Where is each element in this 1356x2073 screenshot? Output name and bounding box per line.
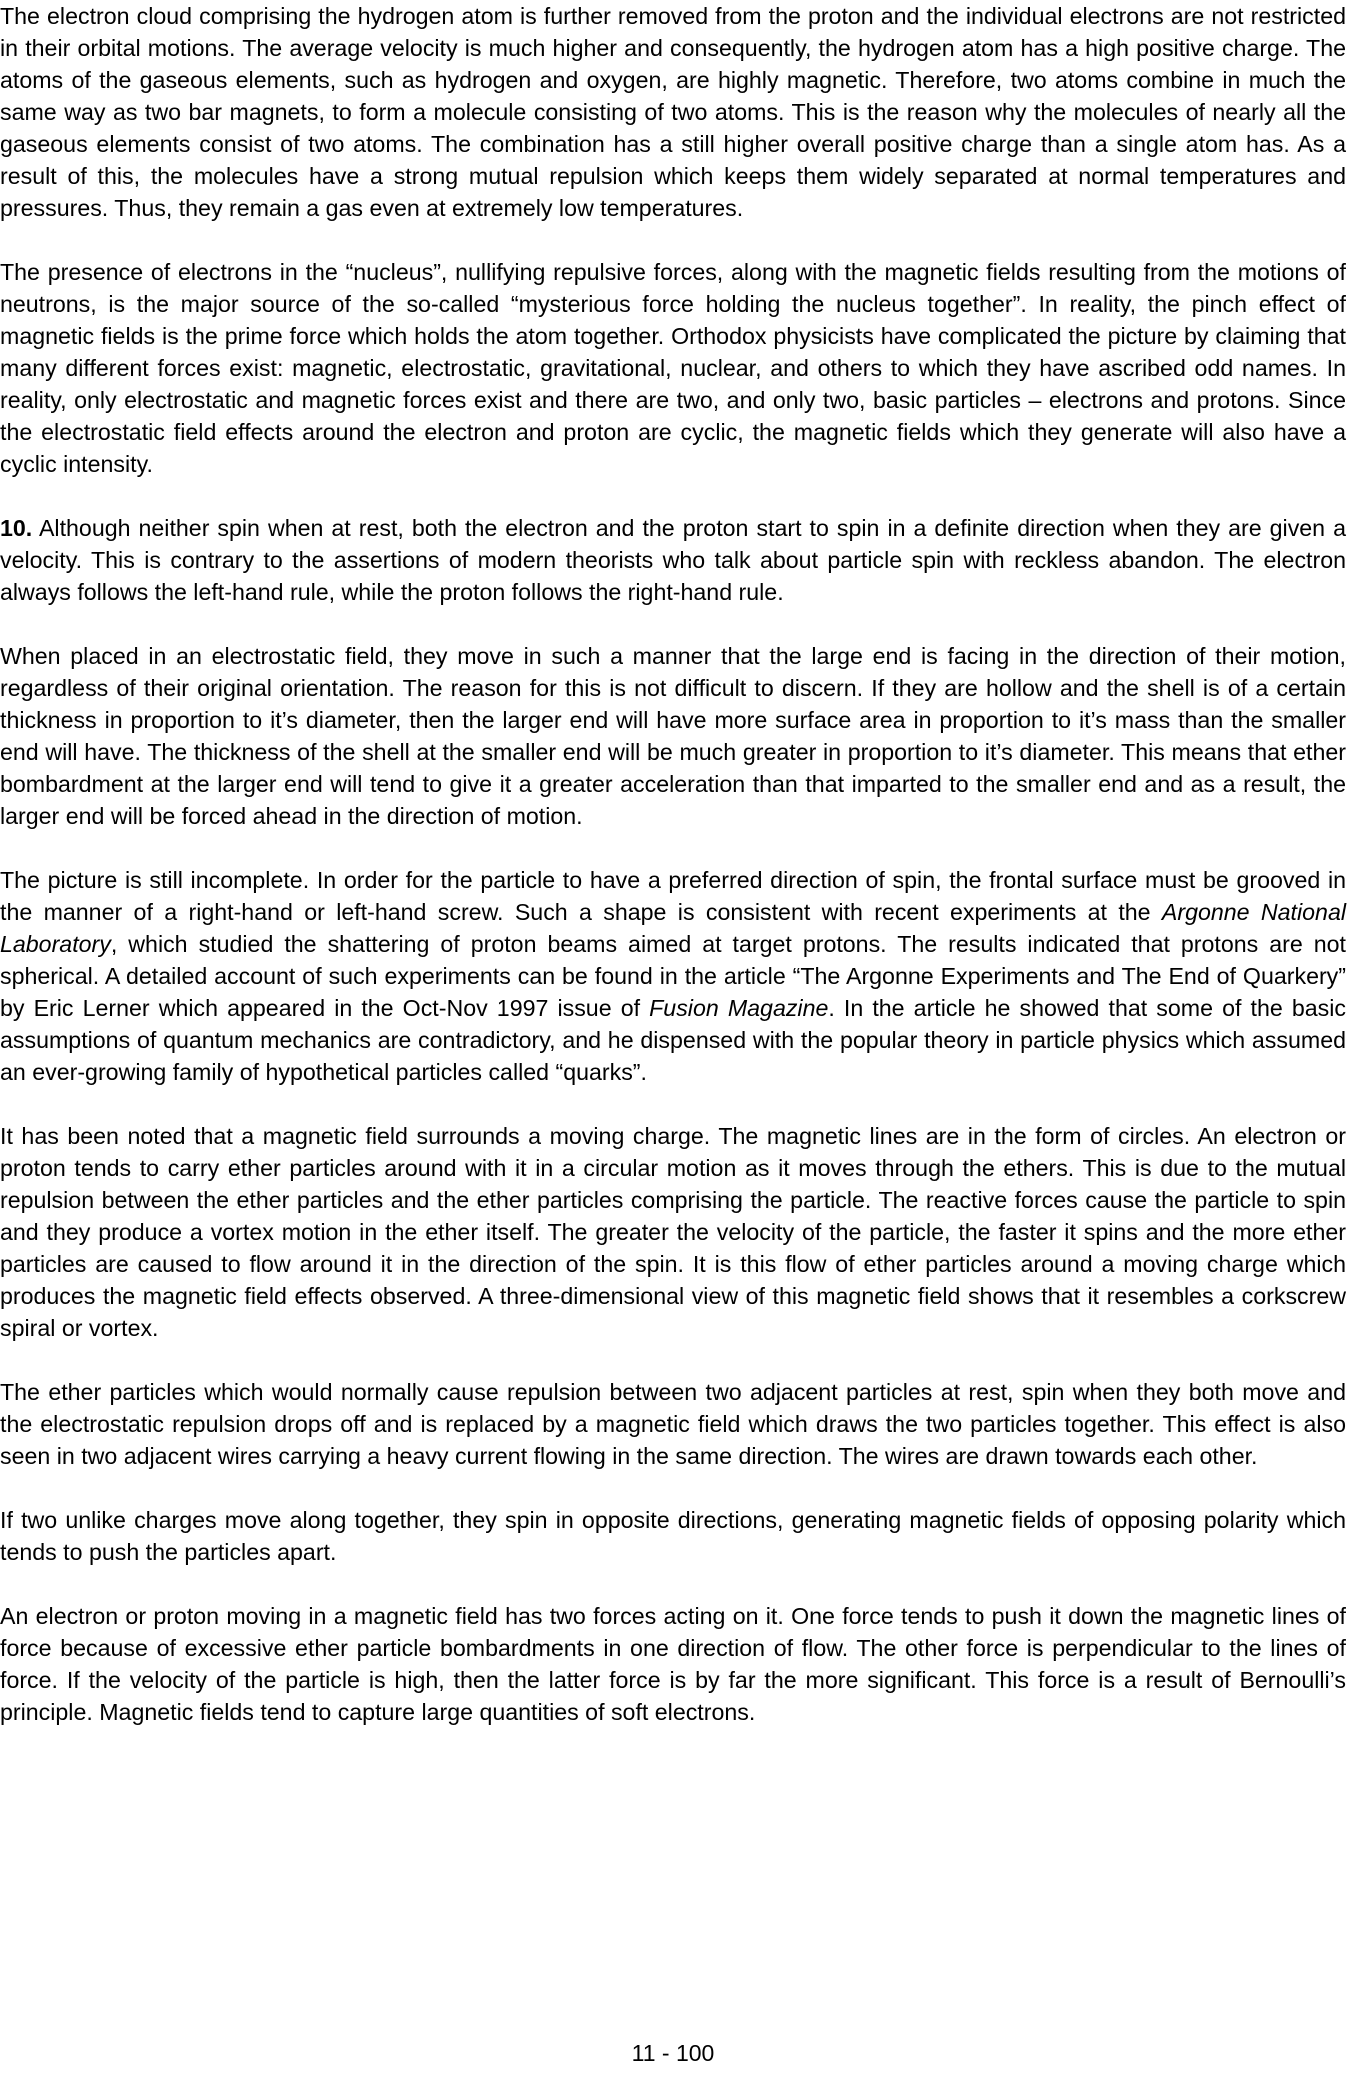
page-number: 11 - 100 (631, 2040, 715, 2066)
paragraph-nucleus-forces: The presence of electrons in the “nucleus”, nullifying repulsive forces, along with the magnetic fields resulting from the motions of neutrons, is the major source of the so-called “mysterious force holding the nucleus together”. In reality, the pinch effect of magnetic fields is the prime force which holds the atom together. Orthodox physicists have complicated the picture by claiming that many different forces exist: magnetic, electrostatic, gravitational, nuclear, and others to which they have ascribed odd names. In reality, only electrostatic and magnetic forces exist and there are two, and only two, basic particles – electrons and protons. Since the electrostatic field effects around the electron and proton are cyclic, the magnetic fields which they generate will also have a cyclic intensity. (0, 259, 1346, 477)
paragraph-text-c: . In the article he showed that some of the basic assumptions of quantum mechanics are contradictory, and he dispensed with the popular theory in particle physics which assumed an ever-growing family of hypothetical particles called “quarks”. (0, 995, 1346, 1085)
paragraph-text-b: , which studied the shattering of proton beams aimed at target protons. The results indicated that protons are not spherical. A detailed account of such experiments can be found in the article “The Argonne Experiments and The End of Quarkery” by Eric Lerner which appeared in the Oct-Nov 1997 issue of (0, 931, 1346, 1021)
paragraph-two-forces: An electron or proton moving in a magnetic field has two forces acting on it. One force tends to push it down the magnetic lines of force because of excessive ether particle bombardments in one direction of flow. The other force is perpendicular to the lines of force. If the velocity of the particle is high, then the latter force is by far the more significant. This force is a result of Bernoulli’s principle. Magnetic fields tend to capture large quantities of soft electrons. (0, 1603, 1346, 1725)
paragraph-unlike-charges: If two unlike charges move along together, they spin in opposite directions, generating magnetic fields of opposing polarity which tends to push the particles apart. (0, 1507, 1346, 1565)
paragraph-argonne-experiments (0, 864, 1346, 1088)
paragraph-hydrogen-atom: The electron cloud comprising the hydrogen atom is further removed from the proton and the individual electrons are not restricted in their orbital motions. The average velocity is much higher and consequently, the hydrogen atom has a high positive charge. The atoms of the gaseous elements, such as hydrogen and oxygen, are highly magnetic. Therefore, two atoms combine in much the same way as two bar magnets, to form a molecule consisting of two atoms. This is the reason why the molecules of nearly all the gaseous elements consist of two atoms. The combination has a still higher overall positive charge than a single atom has. As a result of this, the molecules have a strong mutual repulsion which keeps them widely separated at normal temperatures and pressures. Thus, they remain a gas even at extremely low temperatures. (0, 3, 1346, 221)
paragraph-text: Although neither spin when at rest, both the electron and the proton start to spin in a definite direction when they are given a velocity. This is contrary to the assertions of modern theorists who talk about particle spin with reckless abandon. The electron always follows the left-hand rule, while the proton follows the right-hand rule. (0, 515, 1346, 605)
italic-fusion-magazine: Fusion Magazine (649, 995, 829, 1021)
paragraph-10-particle-spin (0, 512, 1346, 608)
paragraph-number: 10. (0, 515, 33, 541)
paragraph-ether-particles-repulsion: The ether particles which would normally cause repulsion between two adjacent particles at rest, spin when they both move and the electrostatic repulsion drops off and is replaced by a magnetic field which draws the two particles together. This effect is also seen in two adjacent wires carrying a heavy current flowing in the same direction. The wires are drawn towards each other. (0, 1379, 1346, 1469)
paragraph-text-a: The picture is still incomplete. In order for the particle to have a preferred direction of spin, the frontal surface must be grooved in the manner of a right-hand or left-hand screw. Such a shape is consistent with recent experiments at the (0, 867, 1346, 925)
paragraph-magnetic-field-moving-charge: It has been noted that a magnetic field surrounds a moving charge. The magnetic lines are in the form of circles. An electron or proton tends to carry ether particles around with it in a circular motion as it moves through the ethers. This is due to the mutual repulsion between the ether particles and the ether particles comprising the particle. The reactive forces cause the particle to spin and they produce a vortex motion in the ether itself. The greater the velocity of the particle, the faster it spins and the more ether particles are caused to flow around it in the direction of the spin. It is this flow of ether particles around a moving charge which produces the magnetic field effects observed. A three-dimensional view of this magnetic field shows that it resembles a corkscrew spiral or vortex. (0, 1123, 1346, 1341)
italic-argonne-lab: Argonne National Laboratory (0, 899, 1346, 957)
paragraph-electrostatic-field: When placed in an electrostatic field, they move in such a manner that the large end is facing in the direction of their motion, regardless of their original orientation. The reason for this is not difficult to discern. If they are hollow and the shell is of a certain thickness in proportion to it’s diameter, then the larger end will have more surface area in proportion to it’s mass than the smaller end will have. The thickness of the shell at the smaller end will be much greater in proportion to it’s diameter. This means that ether bombardment at the larger end will tend to give it a greater acceleration than that imparted to the smaller end and as a result, the larger end will be forced ahead in the direction of motion. (0, 643, 1346, 829)
